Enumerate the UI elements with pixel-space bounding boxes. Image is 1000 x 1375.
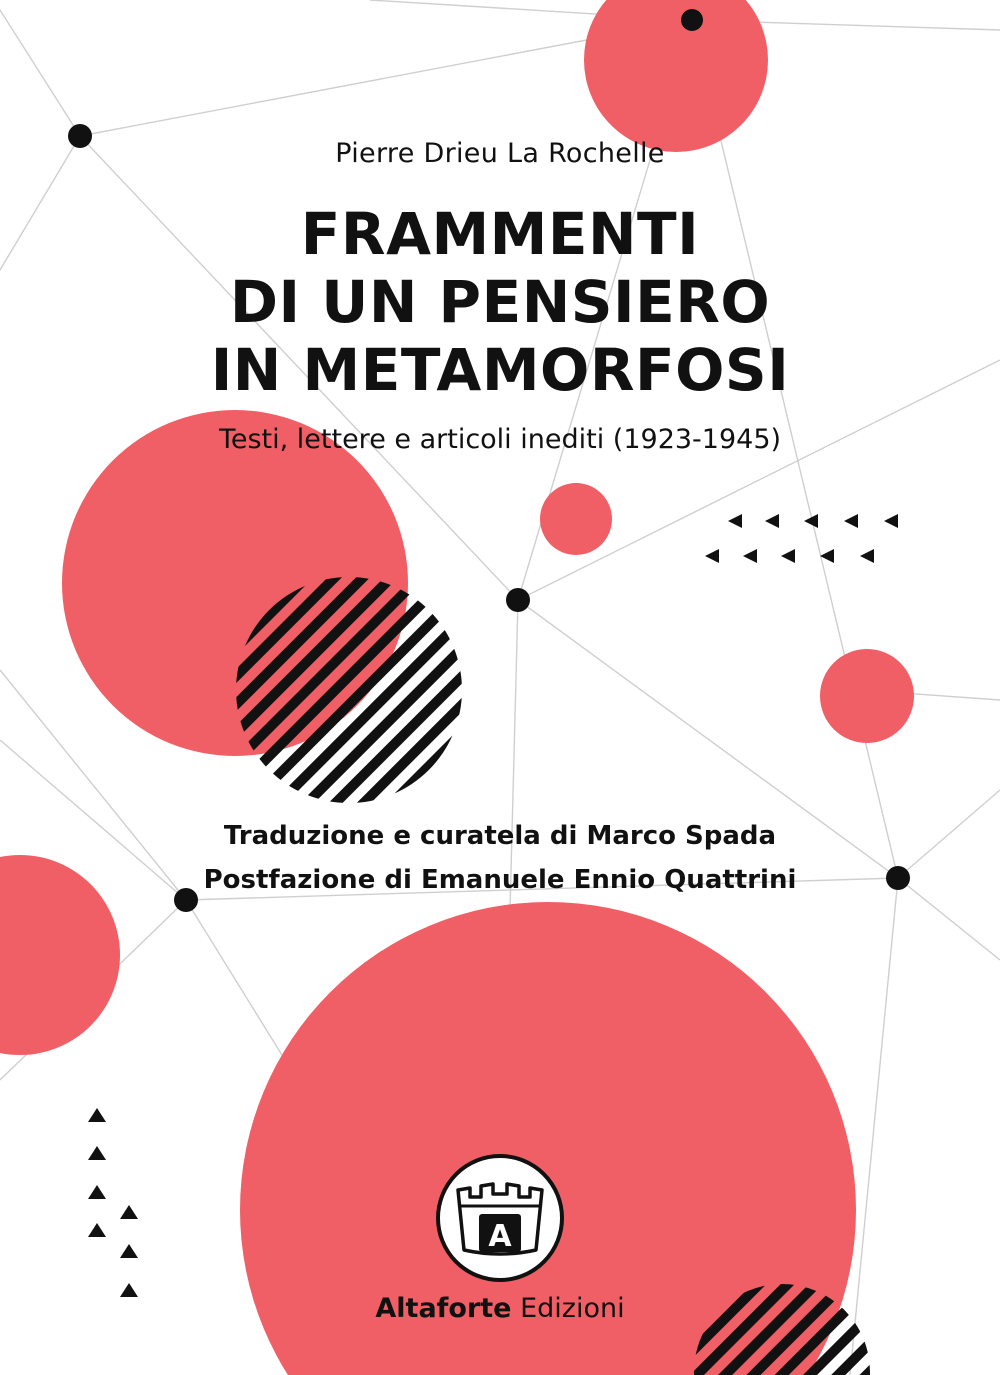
afterword-credit: Postfazione di Emanuele Ennio Quattrini bbox=[203, 865, 797, 895]
decorative-circle bbox=[540, 483, 612, 555]
book-subtitle: Testi, lettere e articoli inediti (1923-1945) bbox=[218, 424, 782, 455]
translator-credit: Traduzione e curatela di Marco Spada bbox=[223, 821, 777, 851]
logo-letter: A bbox=[488, 1219, 512, 1254]
publisher-name bbox=[0, 1293, 1000, 1324]
book-title bbox=[0, 200, 1000, 404]
publisher-name-bold: Altaforte bbox=[375, 1293, 512, 1324]
credits bbox=[0, 814, 1000, 902]
publisher-name-light: Edizioni bbox=[520, 1293, 625, 1324]
publisher-logo bbox=[438, 1156, 562, 1280]
title-line: DI UN PENSIERO bbox=[229, 268, 771, 336]
striped-circle bbox=[236, 577, 462, 803]
decorative-circle bbox=[820, 649, 914, 743]
title-line: IN METAMORFOSI bbox=[210, 336, 790, 404]
title-line: FRAMMENTI bbox=[300, 200, 700, 268]
triangle-pattern-top bbox=[705, 514, 898, 563]
triangle-pattern-bottom bbox=[88, 1108, 138, 1297]
decorative-circle bbox=[584, 0, 768, 152]
author-name: Pierre Drieu La Rochelle bbox=[335, 138, 665, 169]
